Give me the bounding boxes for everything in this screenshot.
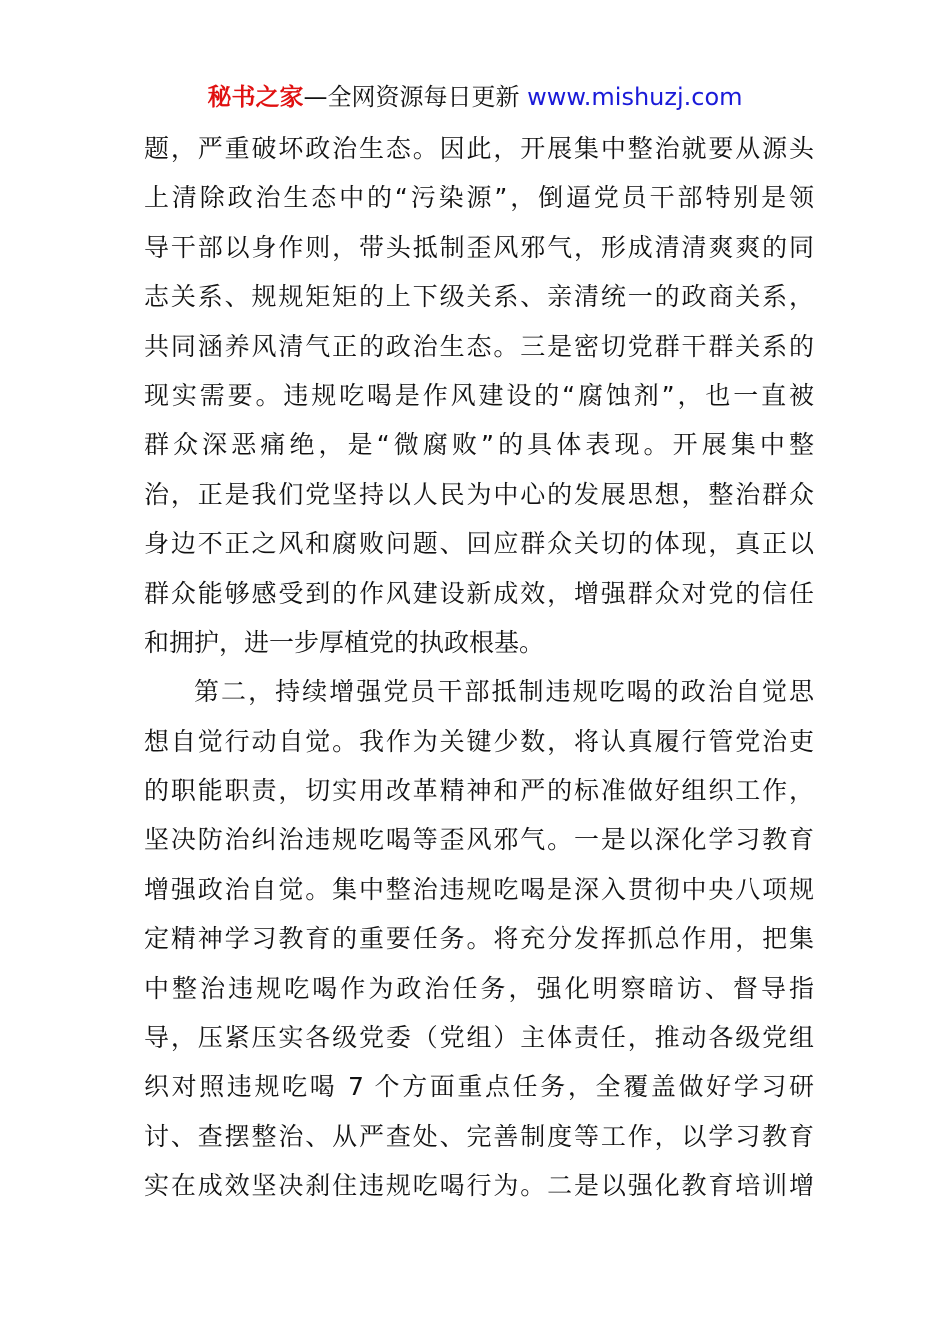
text-line: 群众深恶痛绝，是“微腐败”的具体表现。开展集中整 (144, 430, 814, 460)
text-line: 讨、查摆整治、从严查处、完善制度等工作，以学习教育 (144, 1121, 814, 1151)
text-line: 增强政治自觉。集中整治违规吃喝是深入贯彻中央八项规 (144, 874, 814, 904)
site-url[interactable]: www.mishuzj.com (519, 83, 743, 111)
text-line: 题，严重破坏政治生态。因此，开展集中整治就要从源头 (144, 134, 814, 163)
text-line: 和拥护，进一步厚植党的执政根基。 (144, 627, 545, 657)
text-line: 定精神学习教育的重要任务。将充分发挥抓总作用，把集 (144, 924, 814, 954)
text-line: 共同涵养风清气正的政治生态。三是密切党群干群关系的 (144, 331, 814, 361)
site-brand: 秘书之家 (207, 83, 304, 111)
text-line: 中整治违规吃喝作为政治任务，强化明察暗访、督导指 (144, 973, 814, 1003)
paragraph-1 (144, 124, 814, 667)
document-body (144, 124, 814, 1211)
text-line: 治，正是我们党坚持以人民为中心的发展思想，整治群众 (144, 479, 814, 509)
text-line: 导干部以身作则，带头抵制歪风邪气，形成清清爽爽的同 (144, 232, 814, 262)
site-tagline: —全网资源每日更新 (303, 83, 520, 111)
text-line: 第二，持续增强党员干部抵制违规吃喝的政治自觉思 (194, 677, 814, 707)
text-line: 志关系、规规矩矩的上下级关系、亲清统一的政商关系， (144, 282, 814, 312)
text-line: 坚决防治纠治违规吃喝等歪风邪气。一是以深化学习教育 (144, 825, 814, 855)
text-line: 的职能职责，切实用改革精神和严的标准做好组织工作， (144, 776, 814, 806)
site-header (0, 80, 950, 114)
paragraph-2 (144, 667, 814, 1210)
text-line: 想自觉行动自觉。我作为关键少数，将认真履行管党治吏 (144, 726, 814, 756)
text-line: 实在成效坚决刹住违规吃喝行为。二是以强化教育培训增 (144, 1171, 814, 1201)
text-line: 导，压紧压实各级党委（党组）主体责任，推动各级党组 (144, 1023, 814, 1053)
text-line: 群众能够感受到的作风建设新成效，增强群众对党的信任 (144, 578, 814, 608)
text-line: 身边不正之风和腐败问题、回应群众关切的体现，真正以 (144, 529, 814, 559)
text-line: 织对照违规吃喝 7 个方面重点任务，全覆盖做好学习研 (144, 1072, 814, 1102)
text-line: 上清除政治生态中的“污染源”，倒逼党员干部特别是领 (144, 183, 814, 213)
text-line: 现实需要。违规吃喝是作风建设的“腐蚀剂”，也一直被 (144, 380, 814, 410)
